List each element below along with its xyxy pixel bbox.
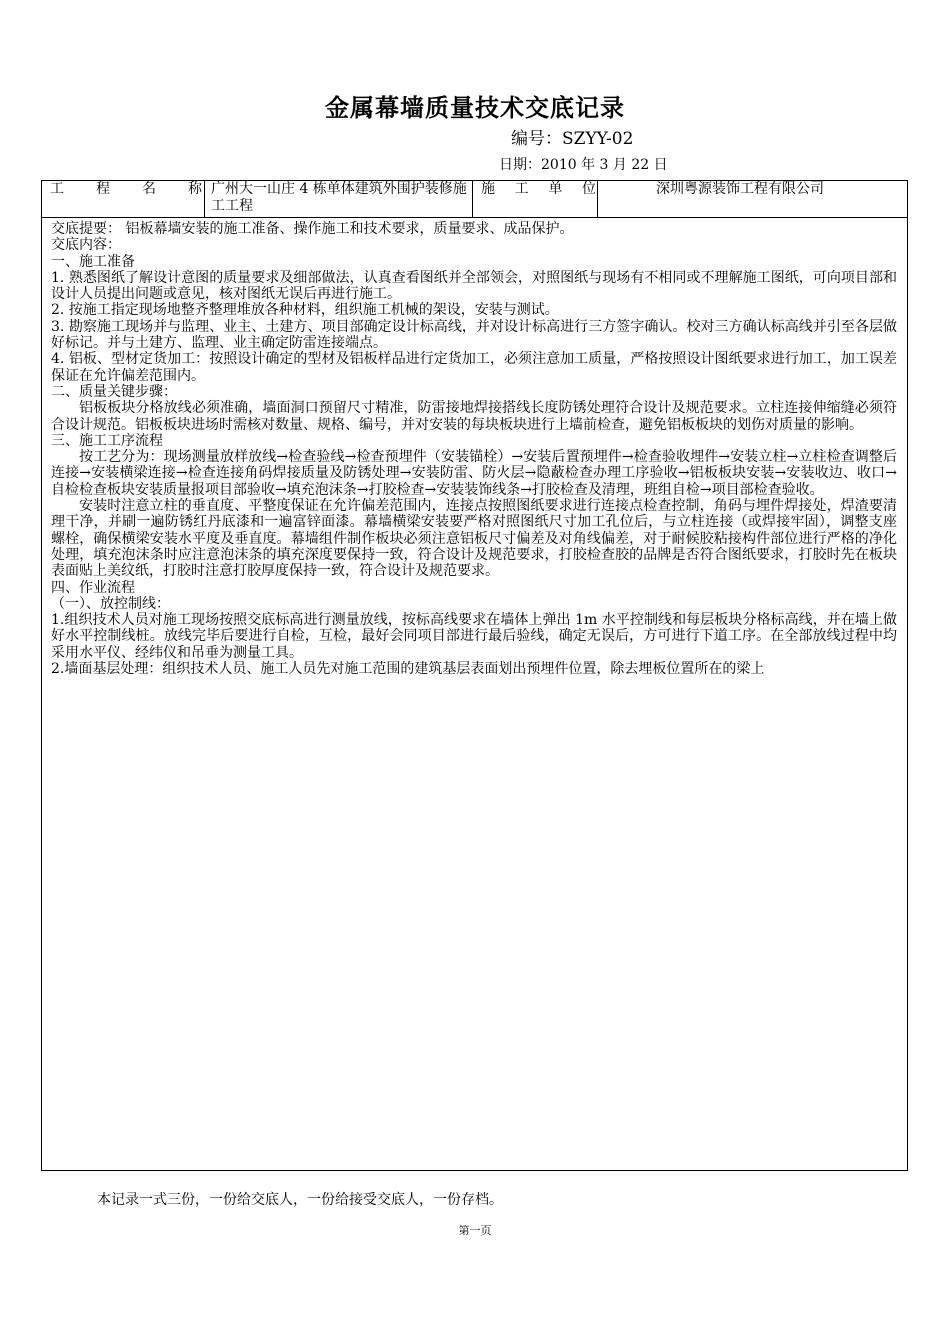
label-char: 工	[514, 181, 529, 197]
paragraph: 铝板板块分格放线必须准确，墙面洞口预留尺寸精准，防雷接地焊接搭线长度防锈处理符合设计及规范要求。立柱连接伸缩缝必须符合设计规范。铝板板块进场时需核对数量、规格、编号，并对安装的每块板块进行上墙前检查，避免铝板板块的划伤对质量的影响。	[51, 400, 897, 433]
paragraph: 1. 熟悉图纸了解设计意图的质量要求及细部做法，认真查看图纸并全部领会，对照图纸与现场有不相同或不理解施工图纸，可向项目部和设计人员提出问题或意见，核对图纸无误后再进行施工。	[51, 269, 897, 303]
paragraph: 2. 按施工指定现场地整齐整理堆放各种材料，组织施工机械的架设，安装与测试。	[51, 302, 559, 319]
paragraph: 按工艺分为：现场测量放样放线→检查验线→检查预埋件（安装锚栓）→安装后置预埋件→检查验收埋件→安装立柱→立柱检查调整后连接→安装横梁连接→检查连接角码焊接质量及防锈处理→安装防雷、防火层→隐蔽检查办理工序验收→铝板板块安装→安装收边、收口→自检检查板块安装质量报项目部验收→填充泡沫条→打胶检查→安装装饰线条→打胶检查及清理，班组自检→项目部检查验收。	[51, 449, 897, 498]
record-copies-note: 本记录一式三份，一份给交底人，一份给接受交底人，一份存档。	[97, 1192, 503, 1208]
label-char: 工	[50, 181, 64, 197]
label-char: 称	[188, 181, 202, 197]
paragraph: 4. 铝板、型材定货加工：按照设计确定的型材及铝板样品进行定货加工，必须注意加工质量，严格按照设计图纸要求进行加工，加工误差保证在允许偏差范围内。	[51, 351, 897, 384]
document-title: 金属幕墙质量技术交底记录	[325, 93, 625, 122]
project-name-label	[50, 181, 202, 198]
record-table	[41, 180, 908, 1171]
section-heading: 三、施工工序流程	[51, 432, 163, 449]
section-heading: 四、作业流程	[51, 579, 135, 596]
briefing-content	[42, 218, 907, 677]
document-date: 日期：2010 年 3 月 22 日	[499, 157, 668, 173]
project-name-label-cell	[42, 181, 205, 217]
project-name-value: 广州大一山庄 4 栋单体建筑外围护装修施工工程	[205, 181, 473, 217]
label-char: 名	[142, 181, 156, 197]
label-char: 施	[481, 181, 495, 197]
label-char: 位	[581, 181, 596, 197]
content-label: 交底内容：	[51, 237, 121, 254]
paragraph: 安装时注意立柱的垂直度、平整度保证在允许偏差范围内，连接点按照图纸要求进行连接点检查控制，角码与埋件焊接处，焊渣要清理干净，并刷一遍防锈红丹底漆和一遍富锌面漆。幕墙横梁安装要严格对照图纸尺寸加工孔位后，与立柱连接（或焊接牢固），调整支座螺栓，确保横梁安装水平度及垂直度。幕墙组件制作板块必须注意铝板尺寸偏差及对角线偏差，对于耐候胶粘接构件部位进行严格的净化处理，填充泡沫条时应注意泡沫条的填充深度要保持一致，符合设计及规范要求，打胶检查胶的品牌是否符合图纸要求，打胶时先在板块表面贴上美纹纸，打胶时注意打胶厚度保持一致，符合设计及规范要求。	[51, 498, 897, 580]
label-char: 单	[548, 181, 563, 197]
paragraph: 3. 勘察施工现场并与监理、业主、土建方、项目部确定设计标高线，并对设计标高进行三方签字确认。校对三方确认标高线并引至各层做好标记。并与土建方、监理、业主确定防雷连接端点。	[51, 318, 897, 352]
label-char: 程	[96, 181, 110, 197]
page-number: 第一页	[458, 1224, 492, 1237]
construction-unit-value: 深圳粤源装饰工程有限公司	[656, 181, 824, 197]
briefing-summary: 交底提要： 铝板幕墙安装的施工准备、操作施工和技术要求，质量要求、成品保护。	[51, 221, 574, 237]
construction-unit-label	[481, 181, 596, 198]
section-heading: 二、质量关键步骤：	[51, 383, 177, 400]
paragraph: 2.墙面基层处理：组织技术人员、施工人员先对施工范围的建筑基层表面划出预埋件位置，除去埋板位置所在的梁上	[51, 661, 765, 678]
section-heading: 一、施工准备	[51, 253, 135, 270]
table-header-row	[42, 181, 907, 218]
paragraph: 1.组织技术人员对施工现场按照交底标高进行测量放线，按标高线要求在墙体上弹出 1m 水平控制线和每层板块分格标高线，并在墙上做好水平控制线桩。放线完毕后要进行自检，互检，最好会同项目部进行最后验线，确定无误后，方可进行下道工序。在全部放线过程中均采用水平仪、经纬仪和吊垂为测量工具。	[51, 612, 897, 661]
construction-unit-label-cell	[473, 181, 598, 217]
document-number: 编号：SZYY-02	[511, 129, 634, 149]
subsection-heading: （一）、放控制线：	[51, 595, 170, 612]
